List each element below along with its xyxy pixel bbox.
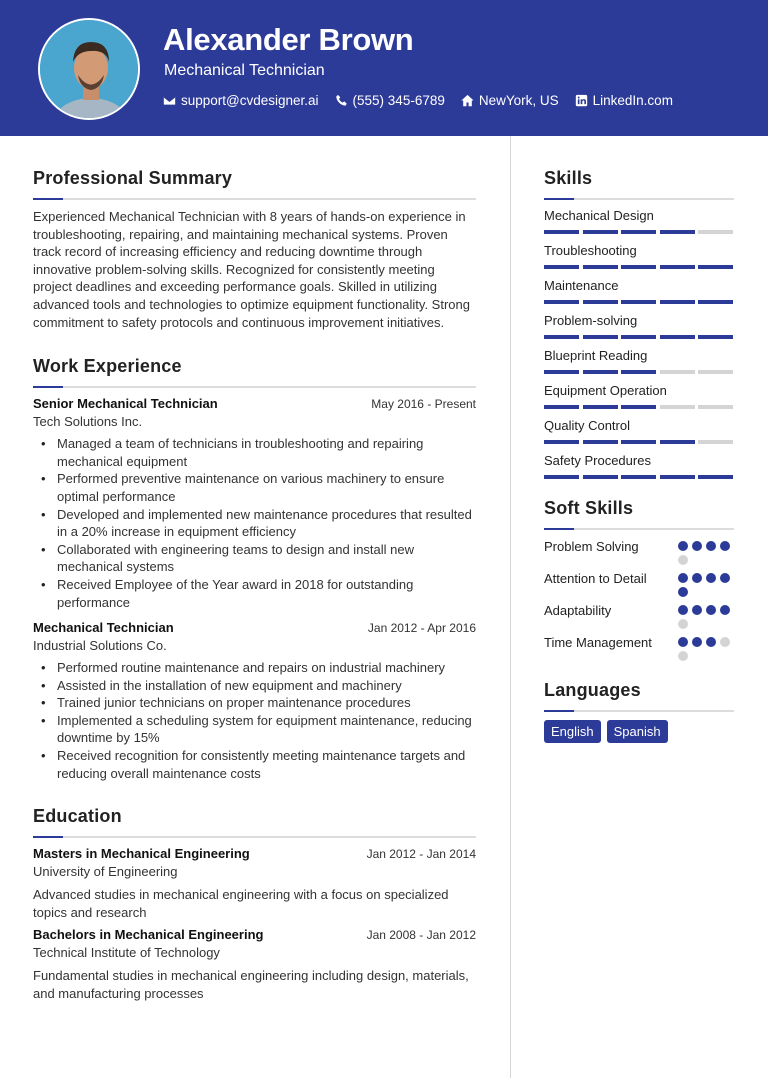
skill-level-bar [544,475,734,479]
rating-dot [678,587,688,597]
skill-item [544,453,734,479]
skill-item [544,243,734,269]
skill-level-segment [698,300,733,304]
soft-skill-rating [678,538,734,565]
skill-level-segment [621,405,656,409]
education-date: Jan 2008 - Jan 2012 [366,928,476,943]
job-date: May 2016 - Present [371,397,476,412]
candidate-title: Mechanical Technician [164,62,325,79]
skill-level-bar [544,405,734,409]
rating-dot [678,605,688,615]
job-company: Industrial Solutions Co. [33,638,167,654]
skill-level-segment [660,475,695,479]
education-description: Advanced studies in mechanical engineering with a focus on specialized topics and research [33,887,449,920]
skill-level-segment [583,265,618,269]
rating-dot [678,541,688,551]
job-title: Senior Mechanical Technician [33,396,218,412]
skill-level-segment [544,475,579,479]
job-entry [33,620,476,782]
skill-level-segment [583,300,618,304]
skill-level-segment [544,440,579,444]
rating-dot [720,573,730,583]
rating-dot [692,637,702,647]
education-heading: Education [33,806,122,827]
section-rule [33,198,476,200]
skill-name: Safety Procedures [544,453,651,468]
skill-level-bar [544,230,734,234]
job-title: Mechanical Technician [33,620,174,636]
home-icon [461,94,474,107]
skill-item [544,418,734,444]
section-rule [544,710,734,712]
rating-dot [678,555,688,565]
skill-level-segment [544,265,579,269]
rating-dot [720,541,730,551]
soft-skill-name: Time Management [544,635,652,650]
degree-title: Masters in Mechanical Engineering [33,846,250,862]
skill-name: Blueprint Reading [544,348,648,363]
phone-icon [335,94,348,107]
skill-level-segment [621,475,656,479]
skill-level-bar [544,300,734,304]
skill-level-segment [583,230,618,234]
experience-heading: Work Experience [33,356,182,377]
job-bullets [33,435,476,611]
summary-text: Experienced Mechanical Technician with 8 years of hands-on experience in troubleshooting, repairing, and maintaining mechanical systems. Proven track record of increasing efficiency and reducing downtime through innovative problem-solving skills. Recognized for consistently meeting project deadlines and exceeding performance goals. Skilled in utilizing advanced tools and technologies to optimize equipment functionality. Strong commitment to safety protocols and continuous improvement initiatives. [33,209,470,330]
education-description: Fundamental studies in mechanical engineering including design, materials, and manufacturing processes [33,968,469,1002]
skill-level-segment [660,230,695,234]
job-company: Tech Solutions Inc. [33,414,143,430]
skill-name: Quality Control [544,418,630,433]
skill-level-segment [621,230,656,234]
soft-skill-name: Problem Solving [544,539,639,554]
skill-level-bar [544,440,734,444]
skill-level-segment [660,405,695,409]
skill-level-segment [621,370,656,374]
bullet-item: • Collaborated with engineering teams to design and install new mechanical systems [57,541,476,576]
section-rule [544,528,734,530]
skill-name: Problem-solving [544,313,638,328]
languages-list [544,720,734,743]
profile-photo [38,18,140,120]
contact-linkedin[interactable] [575,93,673,108]
bullet-item: • Assisted in the installation of new equipment and machinery [57,677,476,695]
bullet-item: • Received Employee of the Year award in 2018 for outstanding performance [57,576,476,611]
soft-skills-heading: Soft Skills [544,498,634,518]
school-name: University of Engineering [33,864,178,880]
education-entry [33,846,476,921]
linkedin-icon [575,94,588,107]
bullet-item: • Trained junior technicians on proper maintenance procedures [57,694,476,712]
skill-level-segment [621,440,656,444]
education-date: Jan 2012 - Jan 2014 [366,847,476,862]
skill-level-segment [698,230,733,234]
rating-dot [706,541,716,551]
soft-skill-item [544,634,734,661]
contact-bar [163,93,673,108]
skill-level-segment [583,370,618,374]
languages-heading: Languages [544,680,641,700]
skill-level-segment [660,265,695,269]
skill-level-segment [583,440,618,444]
skill-name: Equipment Operation [544,383,667,398]
soft-skill-item [544,602,734,629]
rating-dot [706,605,716,615]
candidate-name: Alexander Brown [163,22,414,57]
side-column [544,168,734,743]
rating-dot [692,573,702,583]
skill-level-segment [544,230,579,234]
bullet-item: • Implemented a scheduling system for equipment maintenance, reducing downtime by 15% [57,712,476,747]
main-column [33,168,476,1003]
contact-email[interactable] [163,93,319,108]
rating-dot [692,541,702,551]
section-rule [33,836,476,838]
rating-dot [692,605,702,615]
skill-item [544,383,734,409]
summary-heading: Professional Summary [33,168,233,188]
soft-skills-list [544,538,734,661]
bullet-item: • Developed and implemented new maintenance procedures that resulted in a 20% increase in equipment efficiency [57,506,476,541]
skill-item [544,208,734,234]
rating-dot [678,637,688,647]
soft-skill-item [544,538,734,565]
skill-name: Mechanical Design [544,208,654,223]
skill-level-segment [698,475,733,479]
bullet-item: • Performed preventive maintenance on various machinery to ensure optimal performance [57,470,476,505]
skill-level-bar [544,370,734,374]
job-entry [33,396,476,611]
resume-header [0,0,768,136]
rating-dot [720,605,730,615]
skill-level-segment [698,405,733,409]
skill-item [544,313,734,339]
skill-level-segment [660,300,695,304]
skills-heading: Skills [544,168,593,188]
skill-level-bar [544,265,734,269]
skill-level-segment [698,335,733,339]
skill-level-segment [544,300,579,304]
skill-level-segment [621,300,656,304]
rating-dot [706,573,716,583]
skill-item [544,278,734,304]
soft-skill-rating [678,570,734,597]
rating-dot [678,619,688,629]
education-entry [33,927,476,1002]
rating-dot [706,637,716,647]
skill-level-segment [698,370,733,374]
bullet-item: • Performed routine maintenance and repairs on industrial machinery [57,659,476,677]
section-rule [33,386,476,388]
soft-skill-rating [678,602,734,629]
skill-level-bar [544,335,734,339]
skill-name: Maintenance [544,278,619,293]
skill-level-segment [660,370,695,374]
soft-skill-name: Attention to Detail [544,571,647,586]
skill-level-segment [621,265,656,269]
contact-phone-text: (555) 345-6789 [352,93,445,108]
skill-item [544,348,734,374]
skill-level-segment [544,405,579,409]
skill-level-segment [583,405,618,409]
soft-skill-rating [678,634,734,661]
rating-dot [678,573,688,583]
contact-phone[interactable] [335,93,445,108]
contact-location[interactable] [461,93,559,108]
skill-name: Troubleshooting [544,243,637,258]
contact-linkedin-text: LinkedIn.com [592,93,673,108]
language-badge: English [544,720,601,743]
skill-level-segment [660,335,695,339]
skill-level-segment [660,440,695,444]
language-badge: Spanish [607,720,668,743]
skills-list [544,208,734,479]
skill-level-segment [698,440,733,444]
skill-level-segment [544,370,579,374]
contact-location-text: NewYork, US [478,93,559,108]
school-name: Technical Institute of Technology [33,945,220,961]
contact-email-text: support@cvdesigner.ai [181,93,319,108]
skill-level-segment [621,335,656,339]
job-bullets [33,659,476,782]
soft-skill-item [544,570,734,597]
rating-dot [678,651,688,661]
skill-level-segment [583,475,618,479]
job-date: Jan 2012 - Apr 2016 [367,621,476,636]
bullet-item: • Received recognition for consistently meeting maintenance targets and reducing overall maintenance costs [57,747,476,782]
degree-title: Bachelors in Mechanical Engineering [33,927,264,943]
rating-dot [720,637,730,647]
skill-level-segment [698,265,733,269]
column-divider [510,136,511,1078]
soft-skill-name: Adaptability [544,603,612,618]
envelope-icon [163,94,176,107]
skill-level-segment [544,335,579,339]
skill-level-segment [583,335,618,339]
section-rule [544,198,734,200]
bullet-item: • Managed a team of technicians in troubleshooting and repairing mechanical equipment [57,435,476,470]
